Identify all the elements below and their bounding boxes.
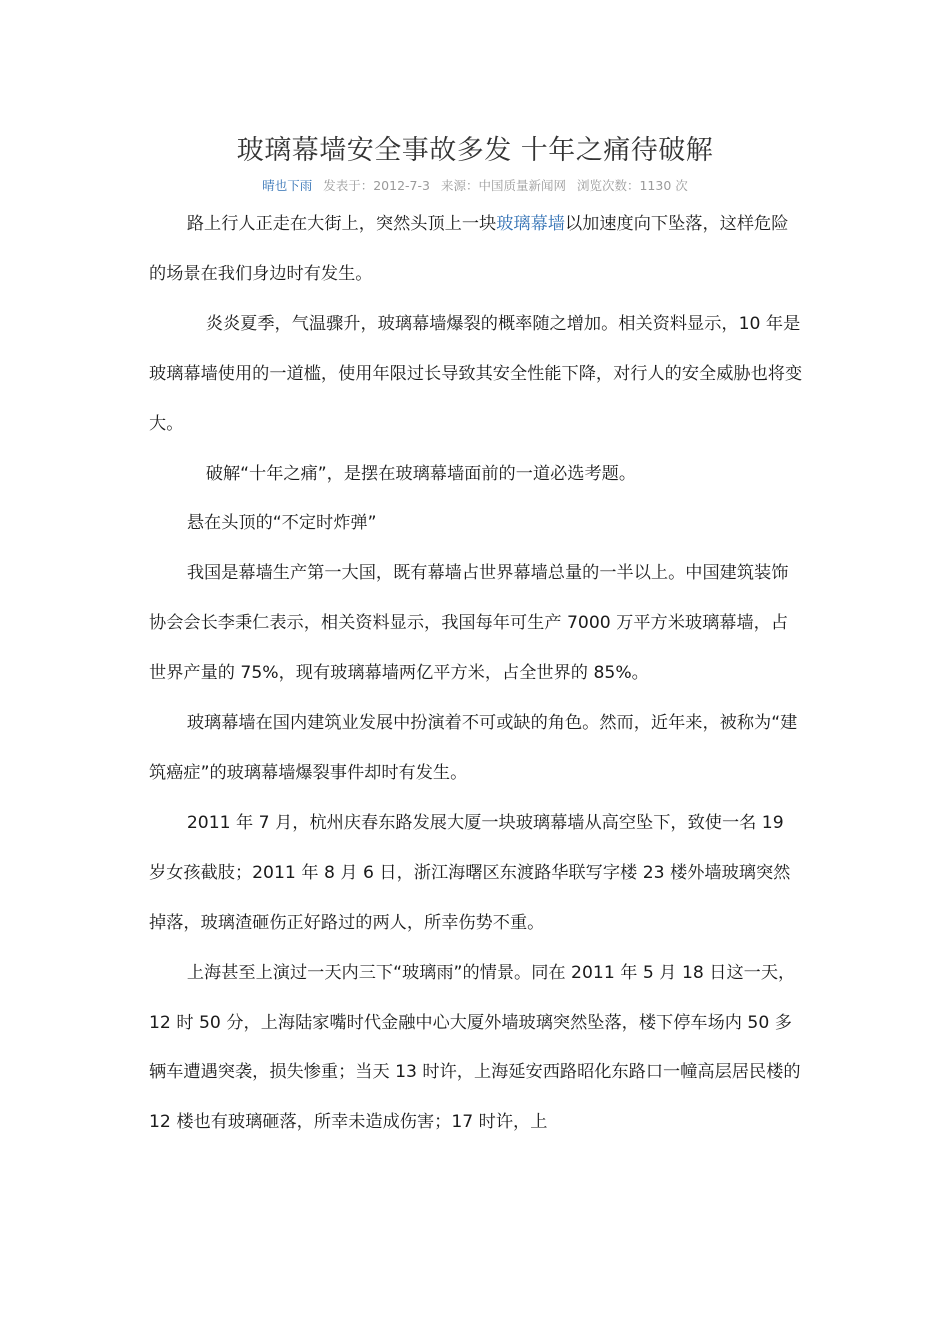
paragraph — [149, 200, 805, 300]
publish-date: 发表于：2012-7-3 — [323, 178, 430, 193]
paragraph: 破解“十年之痛”，是摆在玻璃幕墙面前的一道必选考题。 — [205, 463, 637, 484]
paragraph: 上海甚至上演过一天内三下“玻璃雨”的情景。同在 2011 年 5 月 18 日这一天，12 时 50 分，上海陆家嘴时代金融中心大厦外墙玻璃突然坠落，楼下停车场内 50 多辆车遭遇突袭，损失惨重；当天 13 时许，上海延安西路昭化东路口一幢高层居民楼的 12 楼也有玻璃砸落，所幸未造成伤害；17 时许，上 — [149, 962, 801, 1133]
paragraph-text: 路上行人正走在大街上，突然头顶上一块 — [186, 214, 497, 234]
section-heading: 悬在头顶的“不定时炸弹” — [186, 513, 377, 534]
paragraph: 玻璃幕墙在国内建筑业发展中扮演着不可或缺的角色。然而，近年来，被称为“建筑癌症”的玻璃幕墙爆裂事件却时有发生。 — [149, 713, 798, 783]
paragraph: 炎炎夏季，气温骤升，玻璃幕墙爆裂的概率随之增加。相关资料显示，10 年是玻璃幕墙使用的一道槛，使用年限过长导致其安全性能下降，对行人的安全威胁也将变大。 — [149, 313, 803, 434]
article-source: 来源：中国质量新闻网 — [440, 178, 566, 193]
author-link[interactable]: 晴也下雨 — [262, 178, 313, 193]
glass-curtain-wall-link[interactable]: 玻璃幕墙 — [496, 214, 565, 234]
article-title: 玻璃幕墙安全事故多发 十年之痛待破解 — [236, 135, 714, 166]
article-body — [149, 200, 805, 1148]
paragraph: 我国是幕墙生产第一大国，既有幕墙占世界幕墙总量的一半以上。中国建筑装饰协会会长李秉仁表示，相关资料显示，我国每年可生产 7000 万平方米玻璃幕墙，占世界产量的 75%，现有玻璃幕墙两亿平方米，占全世界的 85%。 — [149, 563, 789, 684]
paragraph-text: 以加速度向下坠落，这样危险的场景在我们身边时有发生。 — [149, 214, 789, 284]
paragraph: 2011 年 7 月，杭州庆春东路发展大厦一块玻璃幕墙从高空坠下，致使一名 19 岁女孩截肢；2011 年 8 月 6 日，浙江海曙区东渡路华联写字楼 23 楼外墙玻璃突然掉落，玻璃渣砸伤正好路过的两人，所幸伤势不重。 — [149, 812, 791, 933]
view-count: 浏览次数：1130 次 — [576, 178, 688, 193]
article-meta — [0, 177, 950, 195]
